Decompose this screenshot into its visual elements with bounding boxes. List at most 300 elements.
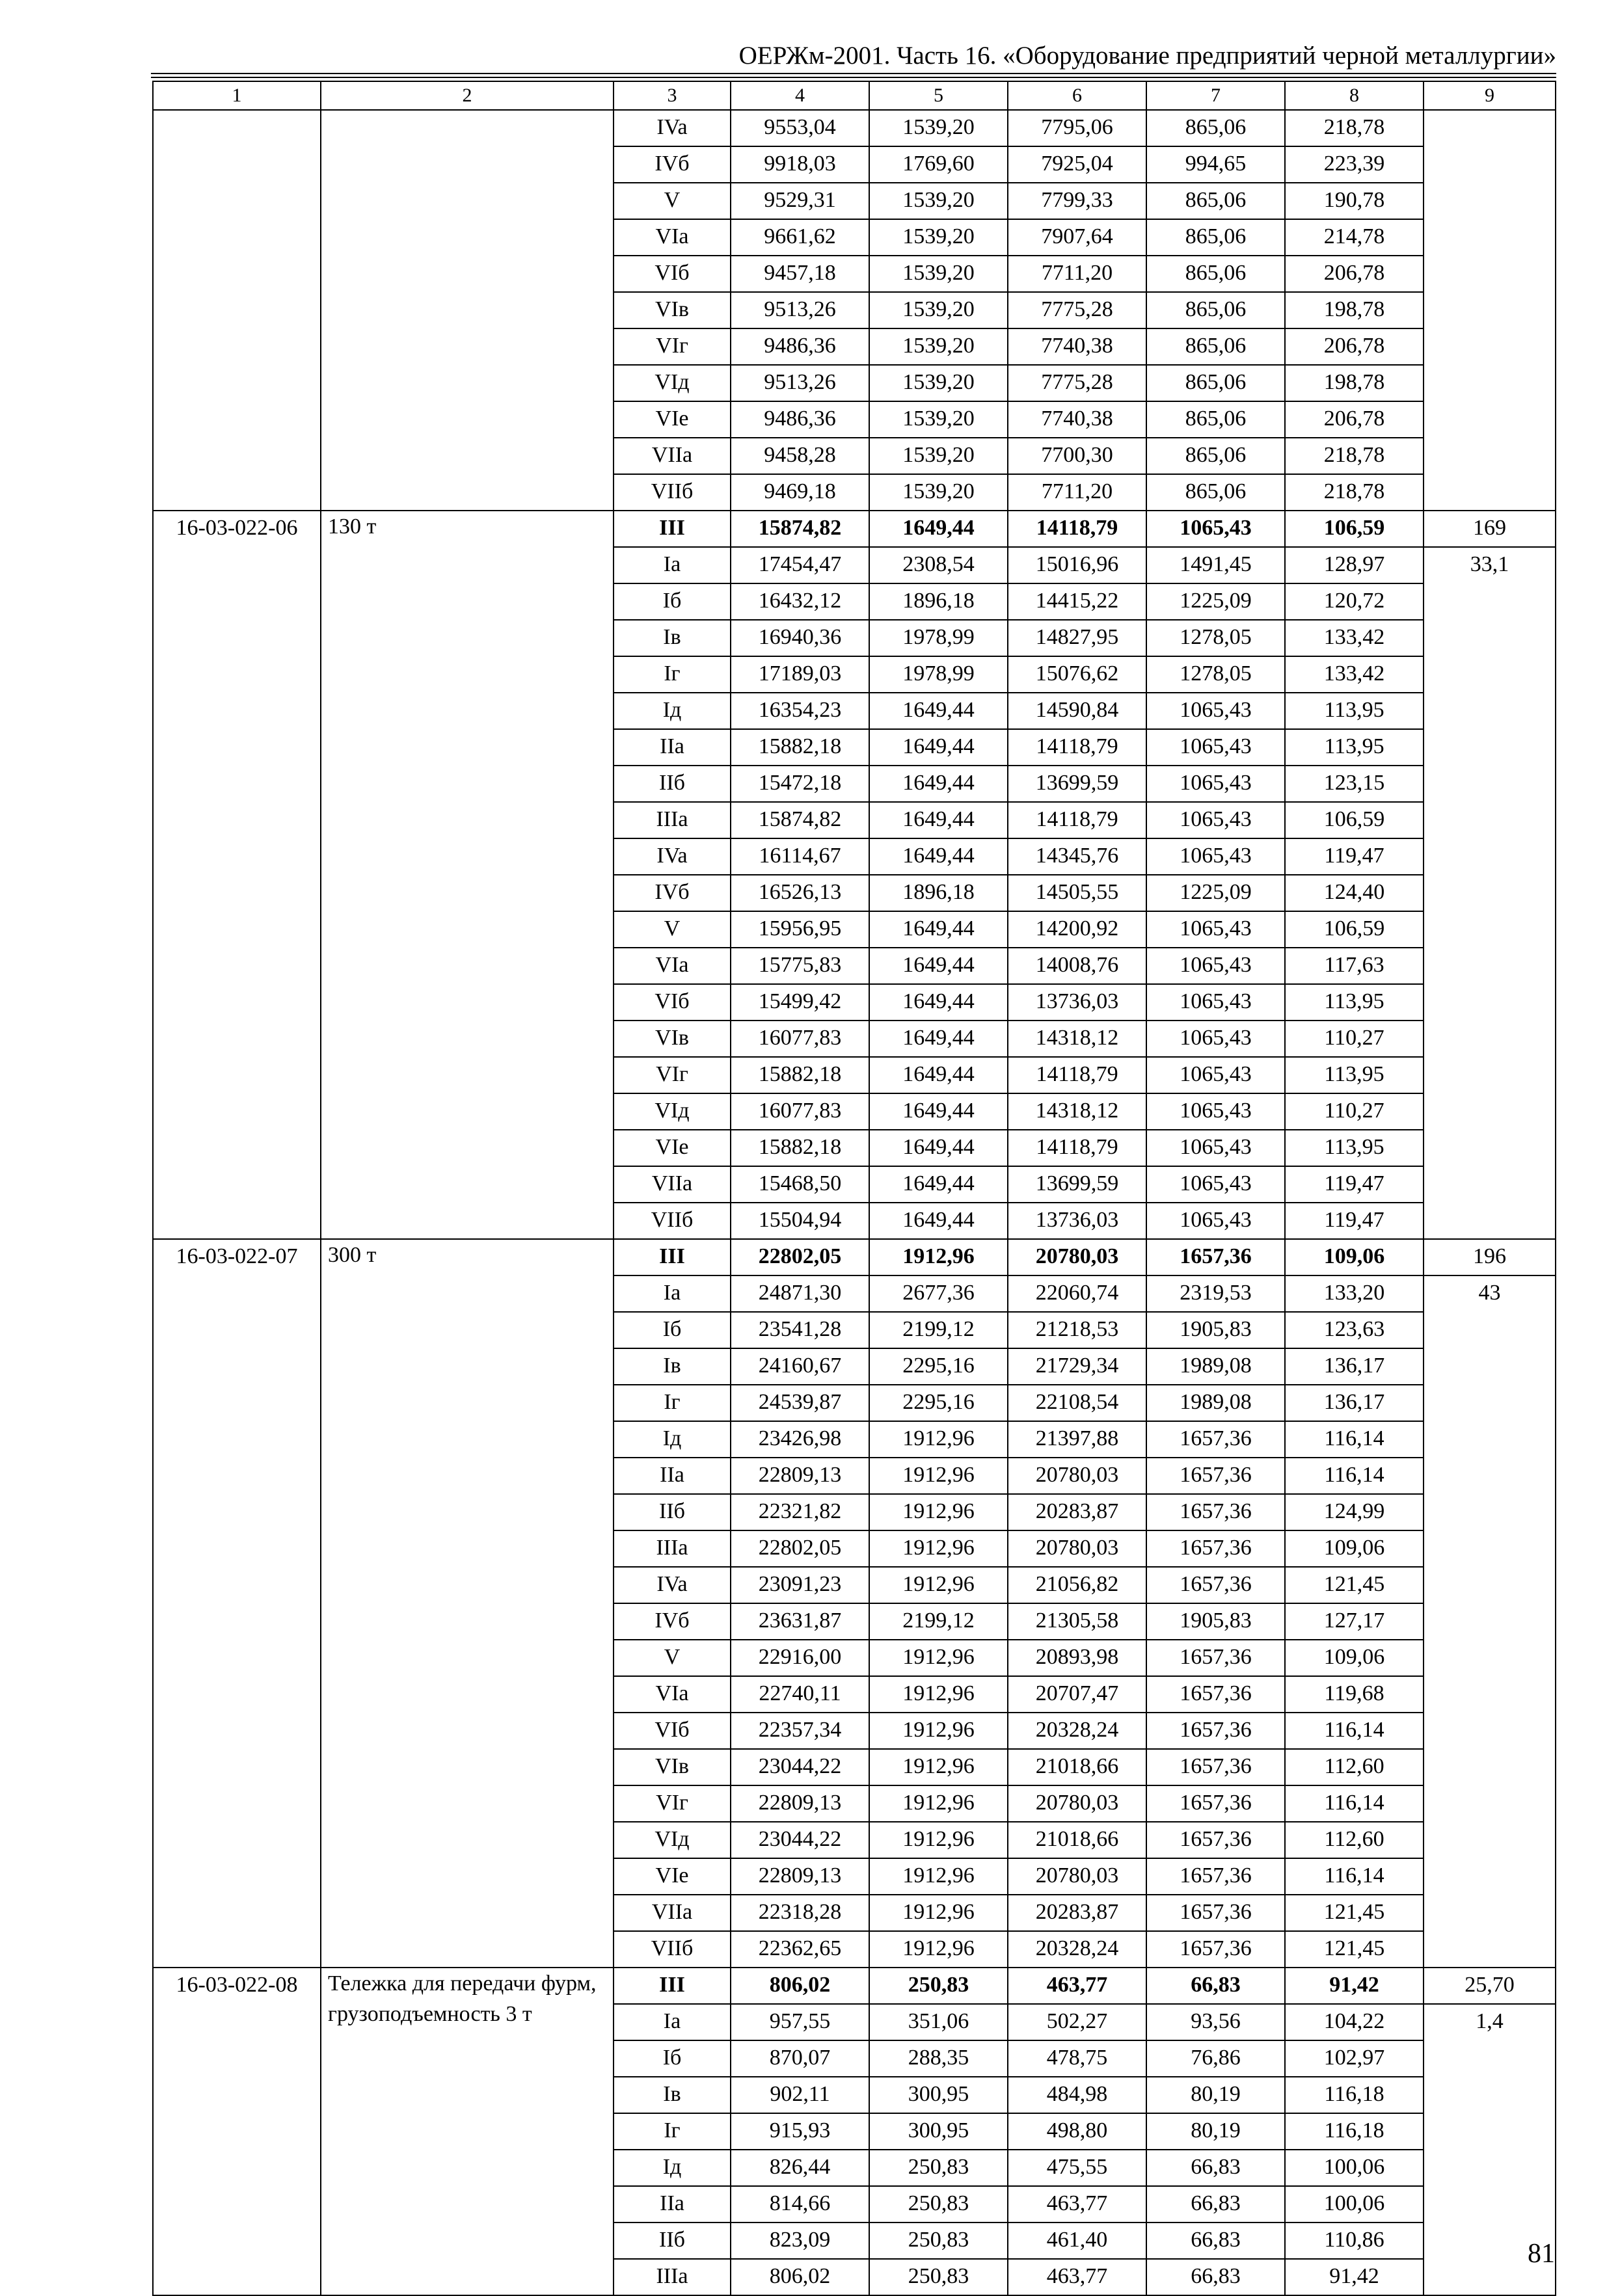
operator-wages-cell: 66,83: [1146, 2223, 1285, 2259]
operator-wages-cell: 1065,43: [1146, 911, 1285, 948]
operator-wages-cell: 1657,36: [1146, 1239, 1285, 1275]
total-cost-cell: 902,11: [731, 2077, 869, 2113]
material-cost-cell: 116,14: [1285, 1858, 1424, 1895]
total-cost-cell: 23091,23: [731, 1567, 869, 1603]
material-cost-cell: 214,78: [1285, 219, 1424, 256]
machine-cost-cell: 21018,66: [1008, 1822, 1146, 1858]
machine-cost-cell: 21218,53: [1008, 1312, 1146, 1348]
total-cost-cell: 16077,83: [731, 1093, 869, 1130]
machine-cost-cell: 7795,06: [1008, 110, 1146, 146]
operator-wages-cell: 1278,05: [1146, 656, 1285, 693]
zone-code-cell: VIIa: [614, 438, 731, 474]
material-cost-cell: 100,06: [1285, 2186, 1424, 2223]
machine-cost-cell: 20780,03: [1008, 1239, 1146, 1275]
total-cost-cell: 23426,98: [731, 1421, 869, 1458]
machine-cost-cell: 461,40: [1008, 2223, 1146, 2259]
total-cost-cell: 9529,31: [731, 183, 869, 219]
zone-code-cell: VIб: [614, 984, 731, 1021]
material-cost-cell: 198,78: [1285, 365, 1424, 401]
zone-code-cell: VIв: [614, 1749, 731, 1785]
operator-wages-cell: 1065,43: [1146, 766, 1285, 802]
machine-cost-cell: 478,75: [1008, 2040, 1146, 2077]
operator-wages-cell: 1989,08: [1146, 1348, 1285, 1385]
wages-cell: 1912,96: [869, 1239, 1008, 1275]
wages-cell: 1912,96: [869, 1640, 1008, 1676]
material-cost-cell: 190,78: [1285, 183, 1424, 219]
total-cost-cell: 15472,18: [731, 766, 869, 802]
material-cost-cell: 116,14: [1285, 1421, 1424, 1458]
total-cost-cell: 22802,05: [731, 1239, 869, 1275]
zone-code-cell: IVa: [614, 110, 731, 146]
material-cost-cell: 106,59: [1285, 802, 1424, 838]
total-cost-cell: 870,07: [731, 2040, 869, 2077]
machine-cost-cell: 14008,76: [1008, 948, 1146, 984]
material-cost-cell: 91,42: [1285, 1968, 1424, 2004]
zone-code-cell: Iг: [614, 656, 731, 693]
material-cost-cell: 113,95: [1285, 693, 1424, 729]
wages-cell: 1649,44: [869, 766, 1008, 802]
machine-cost-cell: 498,80: [1008, 2113, 1146, 2150]
material-cost-cell: 91,42: [1285, 2259, 1424, 2295]
machine-cost-cell: 13736,03: [1008, 1203, 1146, 1239]
total-cost-cell: 15882,18: [731, 729, 869, 766]
material-cost-cell: 112,60: [1285, 1822, 1424, 1858]
wages-cell: 1912,96: [869, 1458, 1008, 1494]
zone-code-cell: IVб: [614, 146, 731, 183]
operator-wages-cell: 1657,36: [1146, 1895, 1285, 1931]
material-cost-cell: 124,99: [1285, 1494, 1424, 1530]
machine-cost-cell: 20780,03: [1008, 1458, 1146, 1494]
zone-code-cell: VIa: [614, 219, 731, 256]
total-cost-cell: 22740,11: [731, 1676, 869, 1713]
zone-code-cell: IIa: [614, 1458, 731, 1494]
total-cost-cell: 23044,22: [731, 1749, 869, 1785]
total-cost-cell: 22362,65: [731, 1931, 869, 1968]
material-cost-cell: 117,63: [1285, 948, 1424, 984]
operator-wages-cell: 1065,43: [1146, 802, 1285, 838]
machine-cost-cell: 20328,24: [1008, 1931, 1146, 1968]
operator-wages-cell: 1225,09: [1146, 875, 1285, 911]
wages-cell: 1539,20: [869, 401, 1008, 438]
operator-wages-cell: 1065,43: [1146, 511, 1285, 547]
zone-code-cell: VIд: [614, 1093, 731, 1130]
table-row: [153, 511, 1556, 547]
machine-cost-cell: 14827,95: [1008, 620, 1146, 656]
zone-code-cell: VIa: [614, 1676, 731, 1713]
operator-wages-cell: 1657,36: [1146, 1822, 1285, 1858]
operator-wages-cell: 1278,05: [1146, 620, 1285, 656]
machine-cost-cell: 475,55: [1008, 2150, 1146, 2186]
total-cost-cell: 957,55: [731, 2004, 869, 2040]
wages-cell: 1649,44: [869, 802, 1008, 838]
material-cost-cell: 223,39: [1285, 146, 1424, 183]
total-cost-cell: 826,44: [731, 2150, 869, 2186]
material-cost-cell: 119,47: [1285, 838, 1424, 875]
table-row: [153, 1968, 1556, 2004]
wages-cell: 1649,44: [869, 1093, 1008, 1130]
total-cost-cell: 22809,13: [731, 1785, 869, 1822]
machine-cost-cell: 15076,62: [1008, 656, 1146, 693]
wages-cell: 1649,44: [869, 1057, 1008, 1093]
zone-code-cell: III: [614, 1239, 731, 1275]
operator-wages-cell: 865,06: [1146, 474, 1285, 511]
material-cost-cell: 119,47: [1285, 1203, 1424, 1239]
machine-cost-cell: 7775,28: [1008, 365, 1146, 401]
total-cost-cell: 16432,12: [731, 583, 869, 620]
material-cost-cell: 110,27: [1285, 1021, 1424, 1057]
operator-wages-cell: 1657,36: [1146, 1676, 1285, 1713]
zone-code-cell: Iг: [614, 2113, 731, 2150]
operator-wages-cell: 1065,43: [1146, 1166, 1285, 1203]
zone-code-cell: VIб: [614, 1713, 731, 1749]
material-cost-cell: 133,42: [1285, 620, 1424, 656]
zone-code-cell: IIIa: [614, 2259, 731, 2295]
material-cost-cell: 113,95: [1285, 984, 1424, 1021]
wages-cell: 1912,96: [869, 1749, 1008, 1785]
machine-cost-cell: 7775,28: [1008, 292, 1146, 328]
machine-cost-cell: 502,27: [1008, 2004, 1146, 2040]
total-cost-cell: 17189,03: [731, 656, 869, 693]
total-cost-cell: 23631,87: [731, 1603, 869, 1640]
machine-cost-cell: 21305,58: [1008, 1603, 1146, 1640]
column-number: 3: [614, 81, 731, 110]
wages-cell: 1649,44: [869, 1021, 1008, 1057]
operator-wages-cell: 865,06: [1146, 183, 1285, 219]
wages-cell: 1912,96: [869, 1713, 1008, 1749]
machine-cost-cell: 463,77: [1008, 2186, 1146, 2223]
operator-wages-cell: 2319,53: [1146, 1275, 1285, 1312]
machine-cost-cell: 7925,04: [1008, 146, 1146, 183]
zone-code-cell: VIe: [614, 401, 731, 438]
zone-code-cell: Iб: [614, 2040, 731, 2077]
zone-code-cell: VIIб: [614, 1931, 731, 1968]
total-cost-cell: 22916,00: [731, 1640, 869, 1676]
column-number: 4: [731, 81, 869, 110]
operator-wages-cell: 994,65: [1146, 146, 1285, 183]
wages-cell: 2308,54: [869, 547, 1008, 583]
page-header-title: ОЕРЖм-2001. Часть 16. «Оборудование предприятий черной металлургии»: [738, 42, 1556, 70]
operator-wages-cell: 865,06: [1146, 219, 1285, 256]
material-cost-cell: 106,59: [1285, 511, 1424, 547]
zone-code-cell: VIIб: [614, 474, 731, 511]
zone-code-cell: IIIa: [614, 1530, 731, 1567]
total-cost-cell: 22802,05: [731, 1530, 869, 1567]
operator-wages-cell: 1065,43: [1146, 1203, 1285, 1239]
total-cost-cell: 9457,18: [731, 256, 869, 292]
machine-cost-cell: 463,77: [1008, 1968, 1146, 2004]
header-rule: [151, 73, 1556, 74]
machine-cost-cell: 463,77: [1008, 2259, 1146, 2295]
material-cost-cell: 116,14: [1285, 1785, 1424, 1822]
machine-cost-cell: 13736,03: [1008, 984, 1146, 1021]
total-cost-cell: 22809,13: [731, 1858, 869, 1895]
total-cost-cell: 16526,13: [731, 875, 869, 911]
total-cost-cell: 9486,36: [731, 328, 869, 365]
total-cost-cell: 9513,26: [731, 365, 869, 401]
operator-wages-cell: 1065,43: [1146, 1057, 1285, 1093]
wages-cell: 1912,96: [869, 1567, 1008, 1603]
machine-cost-cell: 14118,79: [1008, 511, 1146, 547]
total-cost-cell: 16940,36: [731, 620, 869, 656]
machine-cost-cell: 7740,38: [1008, 328, 1146, 365]
zone-code-cell: Ia: [614, 1275, 731, 1312]
material-cost-cell: 218,78: [1285, 474, 1424, 511]
material-cost-cell: 106,59: [1285, 911, 1424, 948]
total-cost-cell: 24160,67: [731, 1348, 869, 1385]
total-cost-cell: 16077,83: [731, 1021, 869, 1057]
wages-cell: 1539,20: [869, 438, 1008, 474]
operator-wages-cell: 1065,43: [1146, 1093, 1285, 1130]
material-cost-cell: 119,47: [1285, 1166, 1424, 1203]
wages-cell: 1912,96: [869, 1858, 1008, 1895]
operator-wages-cell: 1657,36: [1146, 1931, 1285, 1968]
wages-cell: 300,95: [869, 2077, 1008, 2113]
wages-cell: 1649,44: [869, 838, 1008, 875]
wages-cell: 1769,60: [869, 146, 1008, 183]
machine-cost-cell: 21397,88: [1008, 1421, 1146, 1458]
operator-wages-cell: 1657,36: [1146, 1785, 1285, 1822]
zone-code-cell: IIб: [614, 2223, 731, 2259]
wages-cell: 1539,20: [869, 365, 1008, 401]
zone-code-cell: VIIa: [614, 1166, 731, 1203]
total-cost-cell: 806,02: [731, 1968, 869, 2004]
wages-cell: 1649,44: [869, 948, 1008, 984]
machine-cost-cell: 15016,96: [1008, 547, 1146, 583]
operator-wages-cell: 1657,36: [1146, 1494, 1285, 1530]
zone-code-cell: VIг: [614, 328, 731, 365]
operator-wages-cell: 1065,43: [1146, 729, 1285, 766]
wages-cell: 2677,36: [869, 1275, 1008, 1312]
column-number: 5: [869, 81, 1008, 110]
machine-cost-cell: 22060,74: [1008, 1275, 1146, 1312]
machine-cost-cell: 21729,34: [1008, 1348, 1146, 1385]
column-number-row: [153, 81, 1556, 110]
wages-cell: 300,95: [869, 2113, 1008, 2150]
item-code: 16-03-022-08: [153, 1968, 321, 2295]
wages-cell: 351,06: [869, 2004, 1008, 2040]
zone-code-cell: VIв: [614, 1021, 731, 1057]
machine-cost-cell: 20283,87: [1008, 1494, 1146, 1530]
total-cost-cell: 9553,04: [731, 110, 869, 146]
labor-workers-cell: 169: [1424, 511, 1556, 547]
table-row: [153, 1239, 1556, 1275]
operator-wages-cell: 1225,09: [1146, 583, 1285, 620]
operator-wages-cell: 1491,45: [1146, 547, 1285, 583]
operator-wages-cell: 76,86: [1146, 2040, 1285, 2077]
machine-cost-cell: 7711,20: [1008, 474, 1146, 511]
zone-code-cell: Iв: [614, 1348, 731, 1385]
total-cost-cell: 16354,23: [731, 693, 869, 729]
operator-wages-cell: 1657,36: [1146, 1567, 1285, 1603]
zone-code-cell: Ia: [614, 2004, 731, 2040]
wages-cell: 1912,96: [869, 1421, 1008, 1458]
zone-code-cell: Iд: [614, 1421, 731, 1458]
machine-cost-cell: 13699,59: [1008, 766, 1146, 802]
operator-wages-cell: 66,83: [1146, 1968, 1285, 2004]
machine-cost-cell: 14118,79: [1008, 1057, 1146, 1093]
column-number: 6: [1008, 81, 1146, 110]
zone-code-cell: IIa: [614, 2186, 731, 2223]
operator-wages-cell: 1657,36: [1146, 1421, 1285, 1458]
machine-cost-cell: 14415,22: [1008, 583, 1146, 620]
wages-cell: 288,35: [869, 2040, 1008, 2077]
wages-cell: 2295,16: [869, 1348, 1008, 1385]
operator-wages-cell: 1657,36: [1146, 1749, 1285, 1785]
zone-code-cell: VIIa: [614, 1895, 731, 1931]
wages-cell: 1539,20: [869, 219, 1008, 256]
total-cost-cell: 15882,18: [731, 1130, 869, 1166]
wages-cell: 1978,99: [869, 656, 1008, 693]
material-cost-cell: 113,95: [1285, 1057, 1424, 1093]
zone-code-cell: VIe: [614, 1130, 731, 1166]
material-cost-cell: 206,78: [1285, 401, 1424, 438]
material-cost-cell: 110,86: [1285, 2223, 1424, 2259]
total-cost-cell: 15504,94: [731, 1203, 869, 1239]
material-cost-cell: 116,14: [1285, 1713, 1424, 1749]
machine-cost-cell: 22108,54: [1008, 1385, 1146, 1421]
machine-cost-cell: 20328,24: [1008, 1713, 1146, 1749]
total-cost-cell: 15956,95: [731, 911, 869, 948]
wages-cell: 1539,20: [869, 474, 1008, 511]
material-cost-cell: 218,78: [1285, 438, 1424, 474]
operator-wages-cell: 1065,43: [1146, 948, 1285, 984]
wages-cell: 1978,99: [869, 620, 1008, 656]
labor-workers-cell: 25,70: [1424, 1968, 1556, 2004]
wages-cell: 1649,44: [869, 693, 1008, 729]
total-cost-cell: 15882,18: [731, 1057, 869, 1093]
total-cost-cell: 15874,82: [731, 802, 869, 838]
total-cost-cell: 22809,13: [731, 1458, 869, 1494]
zone-code-cell: VIд: [614, 1822, 731, 1858]
material-cost-cell: 113,95: [1285, 729, 1424, 766]
machine-cost-cell: 13699,59: [1008, 1166, 1146, 1203]
total-cost-cell: 814,66: [731, 2186, 869, 2223]
operator-wages-cell: 1989,08: [1146, 1385, 1285, 1421]
zone-code-cell: IVб: [614, 875, 731, 911]
material-cost-cell: 109,06: [1285, 1530, 1424, 1567]
zone-code-cell: Iд: [614, 2150, 731, 2186]
zone-code-cell: IVa: [614, 838, 731, 875]
zone-code-cell: VIa: [614, 948, 731, 984]
machine-cost-cell: 484,98: [1008, 2077, 1146, 2113]
total-cost-cell: 9458,28: [731, 438, 869, 474]
material-cost-cell: 218,78: [1285, 110, 1424, 146]
material-cost-cell: 112,60: [1285, 1749, 1424, 1785]
column-number: 1: [153, 81, 321, 110]
wages-cell: 250,83: [869, 2186, 1008, 2223]
operator-wages-cell: 1905,83: [1146, 1312, 1285, 1348]
machine-cost-cell: 20780,03: [1008, 1785, 1146, 1822]
zone-code-cell: IIa: [614, 729, 731, 766]
wages-cell: 1539,20: [869, 183, 1008, 219]
zone-code-cell: VIг: [614, 1057, 731, 1093]
material-cost-cell: 120,72: [1285, 583, 1424, 620]
machine-cost-cell: 7799,33: [1008, 183, 1146, 219]
total-cost-cell: 9661,62: [731, 219, 869, 256]
item-name: 130 т: [321, 511, 614, 1239]
material-cost-cell: 123,15: [1285, 766, 1424, 802]
machine-cost-cell: 14505,55: [1008, 875, 1146, 911]
operator-wages-cell: 1065,43: [1146, 984, 1285, 1021]
wages-cell: 1649,44: [869, 1203, 1008, 1239]
material-cost-cell: 102,97: [1285, 2040, 1424, 2077]
column-number: 9: [1424, 81, 1556, 110]
material-cost-cell: 110,27: [1285, 1093, 1424, 1130]
machine-cost-cell: 14118,79: [1008, 1130, 1146, 1166]
zone-code-cell: V: [614, 183, 731, 219]
material-cost-cell: 136,17: [1285, 1348, 1424, 1385]
total-cost-cell: 823,09: [731, 2223, 869, 2259]
material-cost-cell: 116,14: [1285, 1458, 1424, 1494]
material-cost-cell: 124,40: [1285, 875, 1424, 911]
wages-cell: 1539,20: [869, 256, 1008, 292]
zone-code-cell: Ia: [614, 547, 731, 583]
total-cost-cell: 15874,82: [731, 511, 869, 547]
zone-code-cell: III: [614, 1968, 731, 2004]
wages-cell: 1539,20: [869, 292, 1008, 328]
total-cost-cell: 16114,67: [731, 838, 869, 875]
wages-cell: 250,83: [869, 2150, 1008, 2186]
zone-code-cell: VIв: [614, 292, 731, 328]
operator-wages-cell: 80,19: [1146, 2077, 1285, 2113]
operator-wages-cell: 66,83: [1146, 2186, 1285, 2223]
wages-cell: 2199,12: [869, 1603, 1008, 1640]
wages-cell: 1649,44: [869, 1166, 1008, 1203]
machine-cost-cell: 21056,82: [1008, 1567, 1146, 1603]
wages-cell: 1649,44: [869, 1130, 1008, 1166]
column-number: 2: [321, 81, 614, 110]
total-cost-cell: 15468,50: [731, 1166, 869, 1203]
item-name: [321, 110, 614, 511]
material-cost-cell: 116,18: [1285, 2077, 1424, 2113]
operator-wages-cell: 865,06: [1146, 401, 1285, 438]
table-body: [153, 81, 1556, 2295]
total-cost-cell: 23541,28: [731, 1312, 869, 1348]
zone-code-cell: VIб: [614, 256, 731, 292]
wages-cell: 1912,96: [869, 1494, 1008, 1530]
total-cost-cell: 23044,22: [731, 1822, 869, 1858]
total-cost-cell: 24871,30: [731, 1275, 869, 1312]
total-cost-cell: 915,93: [731, 2113, 869, 2150]
material-cost-cell: 121,45: [1285, 1931, 1424, 1968]
header-rule: [151, 77, 1556, 78]
material-cost-cell: 123,63: [1285, 1312, 1424, 1348]
wages-cell: 1912,96: [869, 1530, 1008, 1567]
wages-cell: 1649,44: [869, 984, 1008, 1021]
machine-cost-cell: 20780,03: [1008, 1530, 1146, 1567]
machine-cost-cell: 14118,79: [1008, 729, 1146, 766]
machine-cost-cell: 21018,66: [1008, 1749, 1146, 1785]
item-code: 16-03-022-06: [153, 511, 321, 1239]
zone-code-cell: Iг: [614, 1385, 731, 1421]
item-code: 16-03-022-07: [153, 1239, 321, 1968]
material-cost-cell: 109,06: [1285, 1640, 1424, 1676]
material-cost-cell: 113,95: [1285, 1130, 1424, 1166]
wages-cell: 250,83: [869, 1968, 1008, 2004]
zone-code-cell: V: [614, 911, 731, 948]
wages-cell: 1912,96: [869, 1931, 1008, 1968]
machine-cost-cell: 7711,20: [1008, 256, 1146, 292]
operator-wages-cell: 865,06: [1146, 328, 1285, 365]
labor-workers-cell: 196: [1424, 1239, 1556, 1275]
zone-code-cell: Iд: [614, 693, 731, 729]
item-name: 300 т: [321, 1239, 614, 1968]
operator-wages-cell: 1065,43: [1146, 693, 1285, 729]
operator-wages-cell: 1905,83: [1146, 1603, 1285, 1640]
material-cost-cell: 104,22: [1285, 2004, 1424, 2040]
operator-wages-cell: 865,06: [1146, 365, 1285, 401]
material-cost-cell: 119,68: [1285, 1676, 1424, 1713]
